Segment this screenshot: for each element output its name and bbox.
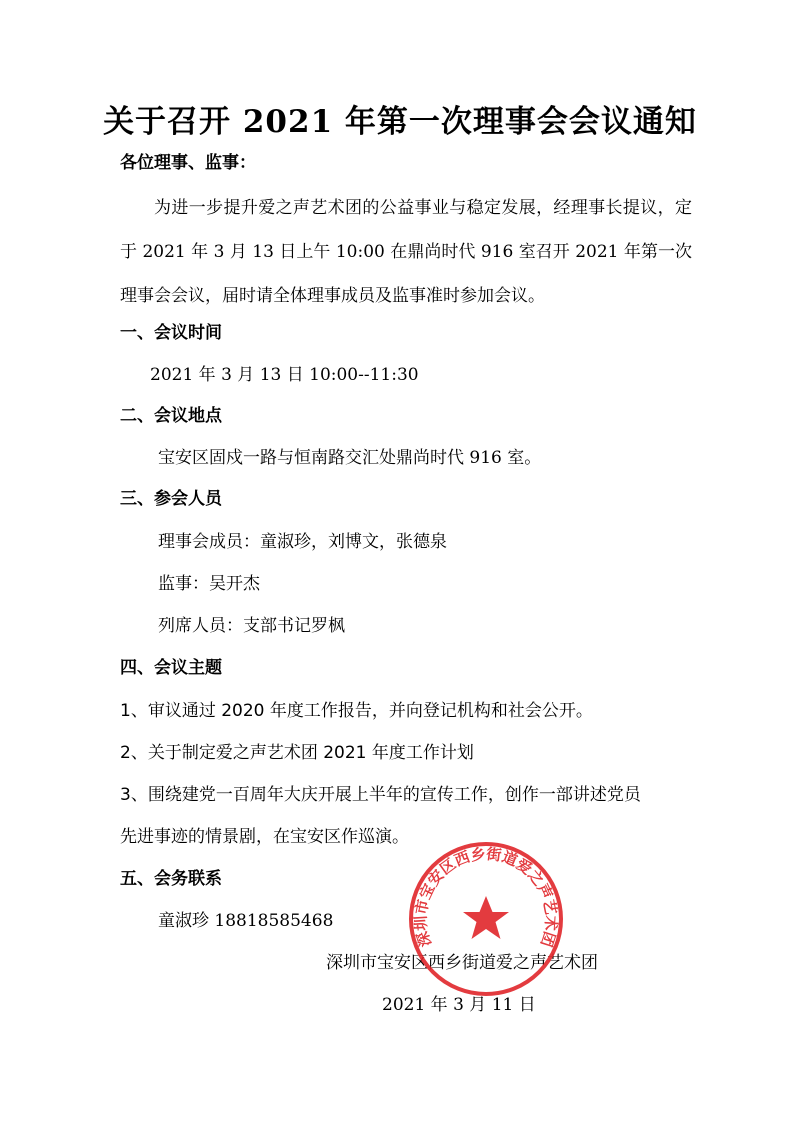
section-contact-heading: 五、会务联系 — [120, 869, 222, 889]
official-seal — [405, 838, 567, 1000]
section-attendees-heading: 三、参会人员 — [120, 489, 222, 509]
topic-item-2: 2、关于制定爱之声艺术团 2021 年度工作计划 — [120, 743, 474, 763]
seal-text: 深圳市宝安区西乡街道爱之声艺术团 — [411, 844, 561, 950]
attendees-observer: 列席人员：支部书记罗枫 — [158, 616, 345, 636]
attendees-supervisor: 监事：吴开杰 — [158, 574, 260, 594]
section-time-content: 2021 年 3 月 13 日 10:00--11:30 — [150, 365, 419, 385]
intro-paragraph: 为进一步提升爱之声艺术团的公益事业与稳定发展，经理事长提议，定于 2021 年 3 月 13 日上午 10:00 在鼎尚时代 916 室召开 2021 年第一次理事会会议，届时请全体理事成员及监事准时参加会议。 — [120, 198, 692, 306]
section-topics-heading: 四、会议主题 — [120, 658, 222, 678]
section-place-heading: 二、会议地点 — [120, 406, 222, 426]
signature-date: 2021 年 3 月 11 日 — [382, 995, 536, 1015]
topic-item-1: 1、审议通过 2020 年度工作报告，并向登记机构和社会公开。 — [120, 701, 593, 721]
section-place-content: 宝安区固戍一路与恒南路交汇处鼎尚时代 916 室。 — [158, 448, 542, 468]
topic-item-3-line-2: 先进事迹的情景剧，在宝安区作巡演。 — [120, 827, 409, 847]
star-icon — [463, 896, 509, 939]
section-time-heading: 一、会议时间 — [120, 323, 222, 343]
greeting: 各位理事、监事： — [120, 153, 256, 173]
document-title: 关于召开 2021 年第一次理事会会议通知 — [103, 104, 697, 140]
signature-org: 深圳市宝安区西乡街道爱之声艺术团 — [326, 953, 598, 973]
topic-item-3-line-1: 3、围绕建党一百周年大庆开展上半年的宣传工作，创作一部讲述党员 — [120, 785, 641, 805]
contact-content: 童淑珍 18818585468 — [158, 911, 334, 931]
attendees-board: 理事会成员：童淑珍，刘博文，张德泉 — [158, 532, 447, 552]
